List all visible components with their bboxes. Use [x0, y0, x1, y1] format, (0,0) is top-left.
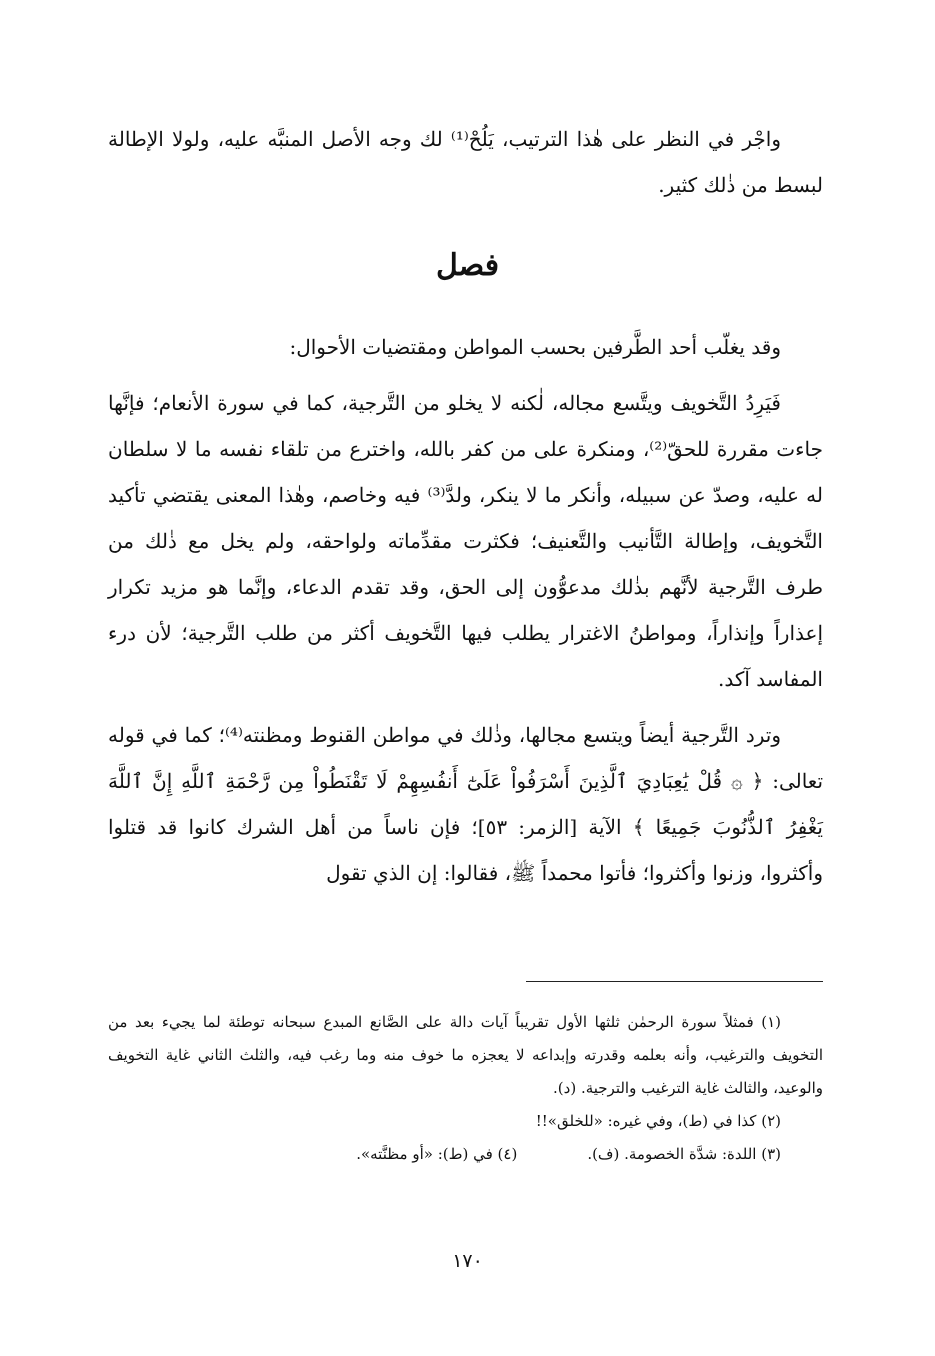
section-body — [108, 324, 823, 900]
footnote-4: (٤) في (ط): «أو مظنَّته». — [356, 1145, 518, 1163]
paragraph-2: فَيَرِدُ التَّخويف ويتَّسع مجاله، لٰكنه لا يخلو من التَّرجية، كما في سورة الأنعام؛ فإنَّها جاءت مقررة للحقّ⁽²⁾، ومنكرة على من كفر بالله، واخترع من تلقاء نفسه ما لا سلطان له عليه، وصدّ عن سبيله، وأنكر ما لا ينكر، ولدَّ⁽³⁾ فيه وخاصم، وهٰذا المعنى يقتضي تأكيد التَّخويف، وإطالة التَّأنيب والتَّعنيف؛ فكثرت مقدِّماته ولواحقه، ولم يخل مع ذٰلك من طرف التَّرجية لأنَّهم بذٰلك مدعوُّون إلى الحق، وقد تقدم الدعاء، وإنَّما هو مزيد تكرار إعذاراً وإنذاراً، ومواطنُ الاغترار يطلب فيها التَّخويف أكثر من طلب التَّرجية؛ لأن درء المفاسد آكد. — [108, 391, 823, 691]
page-number: ١٧٠ — [452, 1250, 483, 1272]
footnote-3: (٣) اللدة: شدَّة الخصومة. (ف). — [587, 1145, 781, 1163]
footnote-separator — [526, 981, 823, 982]
footnote-1: (١) فمثلاً سورة الرحمٰن ثلثها الأول تقريباً آيات دالة على الصَّانع المبدع سبحانه توطئة لما يجيء بعد من التخويف والترغيب، وأنه بعلمه وقدرته وإبداعه لا يعجزه ما خوف منه وما رغب فيه، والثلث الثاني غاية التخويف والوعيد، والثالث غاية الترغيب والترجية. (د). — [108, 1013, 823, 1097]
footnotes — [108, 1006, 823, 1171]
footnote-row-3-4 — [108, 1138, 823, 1171]
paragraph-1: وقد يغلّب أحد الطَّرفين بحسب المواطن ومقتضيات الأحوال: — [289, 335, 781, 359]
intro-paragraph — [108, 116, 823, 208]
paragraph-3-start: وترد التَّرجية أيضاً ويتسع مجالها، وذٰلك في مواطن القنوط ومظنته⁽⁴⁾؛ كما في قوله تعالى: — [108, 723, 824, 793]
footnote-2: (٢) كذا في (ط)، وفي غيره: «للخلق»!! — [535, 1112, 781, 1130]
intro-text: واجْر في النظر على هٰذا الترتيب، يَلُحْ⁽¹⁾ لك وجه الأصل المنبَّه عليه، ولولا الإطالة لبسط من ذٰلك كثير. — [108, 127, 823, 197]
paragraph-3 — [108, 712, 823, 896]
section-heading: فصل — [435, 248, 500, 283]
paragraph-3-end: الآية [الزمر: ٥٣]؛ فإن ناساً من أهل الشرك كانوا قد قتلوا وأكثروا، وزنوا وأكثروا؛ فأتوا محمداً ﷺ، فقالوا: إن الذي تقول — [108, 815, 823, 885]
quran-verse: ﴿ ۞ قُلْ يَٰعِبَادِيَ ٱلَّذِينَ أَسْرَفُواْ عَلَىٰٓ أَنفُسِهِمْ لَا تَقْنَطُواْ مِن رَّحْمَةِ ٱللَّهِ إِنَّ ٱللَّهَ يَغْفِرُ ٱلذُّنُوبَ جَمِيعًا ﴾ — [108, 769, 824, 839]
